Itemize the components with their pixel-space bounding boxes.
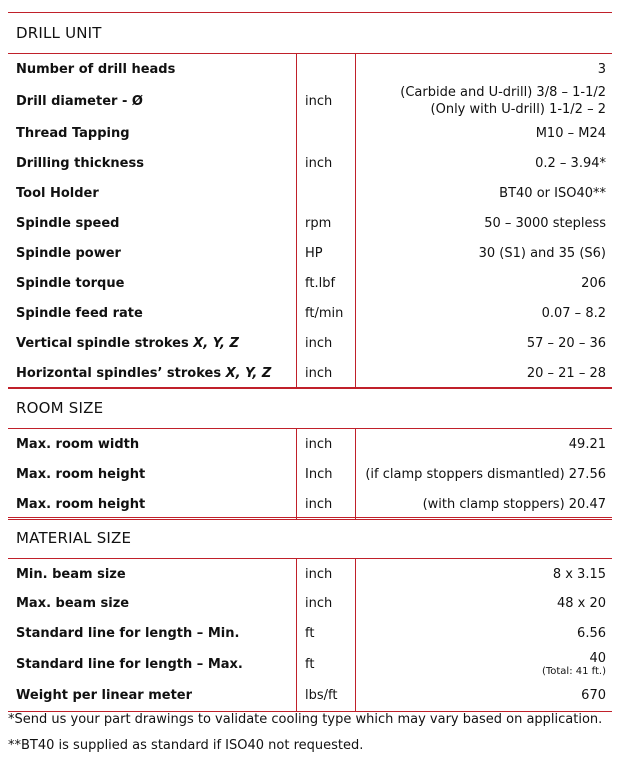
spec-table xyxy=(8,54,612,388)
spec-label: Standard line for length – Max. xyxy=(8,649,297,680)
section-title: DRILL UNIT xyxy=(8,12,612,54)
spec-unit: inch xyxy=(297,429,356,459)
spec-value-line: 206 xyxy=(581,275,606,291)
spec-unit xyxy=(297,54,356,84)
spec-label: Spindle speed xyxy=(8,208,297,238)
spec-label: Vertical spindle strokes X, Y, Z xyxy=(8,328,297,358)
spec-value xyxy=(356,298,613,328)
spec-label: Max. room width xyxy=(8,429,297,459)
spec-value-line: 30 (S1) and 35 (S6) xyxy=(478,245,606,261)
spec-value xyxy=(356,559,613,589)
spec-value xyxy=(356,268,613,298)
spec-label: Weight per linear meter xyxy=(8,680,297,711)
spec-value-line: 3 xyxy=(597,61,606,77)
spec-unit: inch xyxy=(297,489,356,519)
spec-value-line: M10 – M24 xyxy=(535,125,606,141)
spec-label: Max. beam size xyxy=(8,589,297,618)
spec-value-line: (if clamp stoppers dismantled) 27.56 xyxy=(365,466,606,482)
spec-row xyxy=(8,84,612,118)
spec-value-line: 40 xyxy=(589,651,606,666)
spec-value-line: 57 – 20 – 36 xyxy=(526,335,606,351)
spec-value-line: 6.56 xyxy=(577,626,606,641)
spec-row xyxy=(8,208,612,238)
section-material-size xyxy=(8,517,612,712)
spec-unit: ft.lbf xyxy=(297,268,356,298)
spec-row xyxy=(8,178,612,208)
spec-value xyxy=(356,328,613,358)
spec-label: Standard line for length – Min. xyxy=(8,618,297,649)
spec-value-line: 670 xyxy=(581,688,606,703)
spec-row xyxy=(8,459,612,489)
spec-label: Max. room height xyxy=(8,489,297,519)
spec-unit xyxy=(297,178,356,208)
section-drill-unit xyxy=(8,12,612,389)
spec-value-line: (Carbide and U-drill) 3/8 – 1-1/2 xyxy=(400,85,606,100)
spec-value xyxy=(356,489,613,519)
spec-value xyxy=(356,649,613,680)
spec-value-line: (with clamp stoppers) 20.47 xyxy=(422,496,606,512)
spec-unit: ft xyxy=(297,649,356,680)
spec-label: Thread Tapping xyxy=(8,118,297,148)
spec-unit: inch xyxy=(297,328,356,358)
spec-row xyxy=(8,649,612,680)
spec-row xyxy=(8,429,612,459)
spec-unit: lbs/ft xyxy=(297,680,356,711)
spec-row xyxy=(8,148,612,178)
spec-value-note: (Total: 41 ft.) xyxy=(541,666,606,677)
axis-letters: X, Y, Z xyxy=(225,365,272,381)
footnote-tool-holder: **BT40 is supplied as standard if ISO40 not requested. xyxy=(8,738,364,753)
spec-value xyxy=(356,178,613,208)
spec-value xyxy=(356,84,613,118)
spec-label: Min. beam size xyxy=(8,559,297,589)
spec-label: Tool Holder xyxy=(8,178,297,208)
spec-value-line: 0.2 – 3.94* xyxy=(535,155,606,171)
spec-unit: rpm xyxy=(297,208,356,238)
spec-unit: inch xyxy=(297,148,356,178)
spec-value xyxy=(356,429,613,459)
spec-label: Max. room height xyxy=(8,459,297,489)
spec-label: Number of drill heads xyxy=(8,54,297,84)
spec-value-line: BT40 or ISO40** xyxy=(499,185,606,201)
spec-value-line: 49.21 xyxy=(568,436,606,452)
spec-value xyxy=(356,118,613,148)
spec-row xyxy=(8,618,612,649)
spec-value-line: 0.07 – 8.2 xyxy=(541,305,606,321)
spec-label: Spindle feed rate xyxy=(8,298,297,328)
spec-value xyxy=(356,54,613,84)
spec-label: Drill diameter - Ø xyxy=(8,84,297,118)
spec-row xyxy=(8,559,612,589)
spec-label: Drilling thickness xyxy=(8,148,297,178)
spec-row xyxy=(8,358,612,388)
spec-unit: inch xyxy=(297,84,356,118)
spec-unit: ft xyxy=(297,618,356,649)
spec-row xyxy=(8,238,612,268)
spec-table xyxy=(8,429,612,519)
spec-value-line: 50 – 3000 stepless xyxy=(484,215,606,231)
spec-value xyxy=(356,589,613,618)
spec-value xyxy=(356,618,613,649)
spec-unit xyxy=(297,118,356,148)
spec-label: Spindle torque xyxy=(8,268,297,298)
spec-value-line: 8 x 3.15 xyxy=(552,566,606,582)
spec-value xyxy=(356,358,613,388)
section-title: MATERIAL SIZE xyxy=(8,517,612,559)
spec-value xyxy=(356,148,613,178)
spec-row xyxy=(8,489,612,519)
spec-value xyxy=(356,680,613,711)
axis-letters: X, Y, Z xyxy=(193,335,239,351)
spec-unit: ft/min xyxy=(297,298,356,328)
spec-value xyxy=(356,208,613,238)
spec-label: Horizontal spindles’ strokes X, Y, Z xyxy=(8,358,297,388)
spec-row xyxy=(8,54,612,84)
spec-row xyxy=(8,298,612,328)
spec-row xyxy=(8,589,612,618)
spec-table xyxy=(8,559,612,711)
spec-label: Spindle power xyxy=(8,238,297,268)
spec-value xyxy=(356,238,613,268)
spec-row xyxy=(8,680,612,711)
spec-value xyxy=(356,459,613,489)
spec-row xyxy=(8,328,612,358)
spec-unit: inch xyxy=(297,358,356,388)
footnote-cooling: *Send us your part drawings to validate cooling type which may vary based on application. xyxy=(8,712,603,727)
spec-value-line: 20 – 21 – 28 xyxy=(526,365,606,381)
spec-row xyxy=(8,268,612,298)
spec-value-line: 48 x 20 xyxy=(556,596,606,611)
spec-row xyxy=(8,118,612,148)
section-title: ROOM SIZE xyxy=(8,387,612,429)
section-room-size xyxy=(8,387,612,520)
spec-unit: inch xyxy=(297,589,356,618)
spec-value-line: (Only with U-drill) 1-1/2 – 2 xyxy=(430,102,606,117)
spec-unit: Inch xyxy=(297,459,356,489)
spec-unit: inch xyxy=(297,559,356,589)
spec-unit: HP xyxy=(297,238,356,268)
